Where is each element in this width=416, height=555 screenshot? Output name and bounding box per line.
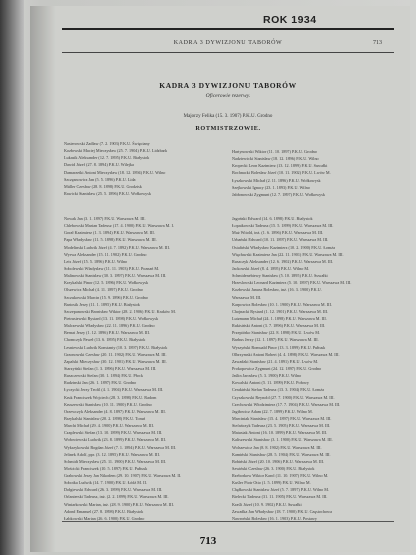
roster-entry: Karpowicz Bolesław (10. 1. 1900) P.K.U. Warszawa M. III. <box>232 301 332 307</box>
roster-entry: Leis Józef (15. 5. 1896) P.K.U. Wilno <box>64 258 128 264</box>
previous-page-edge <box>0 0 24 555</box>
roster-entry: Urbański Edward (10. 11. 1897) P.K.U. Warszawa M. III. <box>232 237 329 243</box>
page-number: 713 <box>199 535 217 547</box>
roster-entry: Jabłonowski Zygmunt (12. 7. 1897) P.K.U. Wołkowysk <box>232 191 325 197</box>
roster-entry: Kuśler Piotr Otto (1. 5. 1899) P.K.U. Wilno M. <box>232 480 311 486</box>
roster-entry: Szczukowski Marcin (15. 9. 1896) P.K.U. Grodno <box>64 294 148 300</box>
podporucznicy-right-column <box>232 215 394 522</box>
roster-entry: Kruk Franciszek Wojciech (28. 3. 1898) P.K.U. Radom <box>64 394 157 400</box>
section-heading-rotmistrzowie: ROTMISTRZOWIE. <box>195 125 261 132</box>
roster-entry: Ruszczyk Aleksander (12. 6. 1902) P.K.U. Warszawa M. III. <box>232 258 334 264</box>
roster-entry: Kruszewski Stanisław (10. 11. 1900) P.K.U. Grodno <box>64 401 152 407</box>
roster-entry: Muż Witold, inż. (1. 6. 1896) P.K.U. Warszawa M. III. <box>232 230 324 236</box>
roster-entry: Bartosik Jerzy (11. 1. 1895) P.K.U. Białystok <box>64 301 140 307</box>
roster-entry: Szczęsnowicz Jan (5. 5. 1896) P.K.U. Lida <box>64 176 136 182</box>
roster-entry: Marciniak Stanisław (15. 4. 1897) P.K.U. Warszawa M. III. <box>232 415 332 421</box>
roster-entry: Kaliszewski Stanisław (3. 1. 1900) P.K.U. Warszawa M. III. <box>232 437 333 443</box>
roster-entry: Brzykalski Stanisław (20. 2. 1898) P.K.U. Toruń <box>64 415 146 421</box>
roster-entry: Grabowski Jerzy Jan Nikodem (29. 10. 1907) P.K.U. Warszawa M. II. <box>64 473 182 479</box>
year-bookmark: ROK 1934 <box>263 14 317 26</box>
roster-entry: Starzyński Stefan (1. 3. 1896) P.K.U. Warszawa M. III. <box>64 365 157 371</box>
running-page-number: 713 <box>373 40 382 46</box>
roster-entry: Łabkowski Marian (26. 6. 1900) P.K.U. Grodno <box>64 515 145 521</box>
roster-entry: Dawid Józef (27. 8. 1894) P.K.U. Wilejka <box>64 162 134 168</box>
roster-entry: Nawroński Bolesław (16. 1. 1903) P.K.U. Postawy <box>232 515 318 521</box>
roster-entry: Schmidt Mieczysław (25. 11. 1900) P.K.U. Warszawa M. III. <box>64 458 167 464</box>
roster-entry: Lukasik Aleksander (12. 7. 1895) P.K.U. Białystok <box>64 155 150 161</box>
roster-entry: Ruszczewski Stefan (30. 1. 1894) P.K.U. Płock <box>64 373 143 379</box>
roster-entry: Barbus Jerzy (12. 1. 1897) P.K.U. Warszawa M. III. <box>232 337 319 343</box>
roster-entry: Rzeborkow Wiktor Karol (11. 10. 1907) P.K.U. Wilno M. <box>232 473 329 479</box>
roster-entry: Prokopowicz Zygmunt (24. 12. 1897) P.K.U. Grodno <box>232 365 322 371</box>
roster-entry: Hrzeslowski Leonard Kazimierz (5. 10. 1897) P.K.U. Warszawa M. III. <box>232 280 352 286</box>
roster-entry: Kozłowski Janusz Bolesław, inż. (16. 3. 1900) P.K.U. <box>232 287 322 293</box>
roster-entry: Bobiński Józef (20. 10. 1906) P.K.U. Warszawa M. III. <box>232 458 325 464</box>
roster-entry: Marchi Michał (29. 4. 1900) P.K.U. Warszawa M. III. <box>64 423 154 429</box>
roster-entry: Rawicki Stanisław (25. 5. 1896) P.K.U. Wołkowysk <box>64 190 151 196</box>
roster-entry: Chęłkowski Stanisław Józef (5. 7. 1897) P.K.U. Wilno M. <box>232 487 329 493</box>
roster-entry: Ostafiński Władysław Kazimierz (10. 2. 1900) P.K.U. Łomża <box>232 244 335 250</box>
roster-entry: Adond Emanuel (27. 8. 1898) P.K.U. Białystok <box>64 508 144 514</box>
roster-entry: Czaplewski Stefan (13. 10. 1899) P.K.U. Warszawa M. III. <box>64 430 163 436</box>
roster-entry: Zapalski Mieczysław (30. 12. 1901) P.K.U. Warszawa M. III. <box>64 358 167 364</box>
roster-entry: Jackowski Józef (8. 4. 1895) P.K.U. Wilno M. <box>232 265 310 271</box>
roster-entry: Lesniewski Ludwik Konstanty (10. 3. 1897) P.K.U. Białystok <box>64 344 168 350</box>
roster-entry: Nadziewicki Stanisław (18. 12. 1896) P.K.U. Wilno <box>232 156 319 162</box>
roster-entry: Wyrwa Aleksander (15. 11. 1902) P.K.U. Grodno <box>64 251 147 257</box>
roster-entry: Bernat Jerzy (1. 12. 1896) P.K.U. Warszawa M. III. <box>64 330 150 336</box>
roster-entry: Gorał Kazimierz (1. 3. 1894) P.K.U. Warszawa M. III. <box>64 230 155 236</box>
roster-entry: Przepiórko Stanisław (22. 8. 1898) P.K.U. Lwów M. <box>232 330 321 336</box>
roster-entry: Lutzmann Michał (24. 1. 1898) P.K.U. Warszawa M. III. <box>232 315 327 321</box>
roster-entry: Müller Czesław (28. 8. 1898) P.K.U. Grodzisk <box>64 183 142 189</box>
roster-entry: Kozłowski Maciej Mieczysław (25. 7. 1904) P.K.U. Lidzbark <box>64 148 168 154</box>
roster-entry: Więcławski Kazimierz Jan (22. 11. 1901) P.K.U. Warszawa M. III. <box>232 251 344 257</box>
roster-entry: Jagiłowicz Adam (22. 7. 1899) P.K.U. Wilno M. <box>232 408 313 414</box>
running-header <box>62 40 394 52</box>
roster-entry: Bielecki Tadeusz (31. 11. 1905) P.K.U. Warszawa M. III. <box>232 494 328 500</box>
running-title: KADRA 3 DYWIZJONU TABORÓW <box>173 40 283 46</box>
roster-entry: Nasierowski Zadław (7. 2. 1903) P.K.U. Święciany <box>64 141 150 146</box>
roster-entry: Modelinski Ludwik Józef (4. 7. 1892) P.K.U. Warszawa M. III. <box>64 244 170 250</box>
roster-entry: Matusiak Antoni (16. 10. 1899) P.K.U. Warszawa M. III. <box>232 430 328 436</box>
roster-entry: Wołowiewski Ludwik (23. 8. 1899) P.K.U. Warszawa M. III. <box>64 437 166 443</box>
rotmistrzowie-left-column <box>64 140 224 197</box>
roster-entry: Chlebowski Marian Tadeusz (17. 4. 1900) P.K.U. Warszawa M. I. <box>64 223 174 229</box>
roster-entry: Kraśli Józef (10. 9. 1902) P.K.U. Suwałki <box>232 501 302 507</box>
roster-entry: Zawadka Jan Władysław (18. 7. 1900) P.K.U. Częstochowa <box>232 508 332 514</box>
roster-entry: Bochnacki Bolesław Józef (10. 11. 1902) P.K.U. Lwów M. <box>232 170 331 176</box>
roster-entry: Krzykalski Pinor (12. 5. 1896) P.K.U. Wołkowysk <box>64 280 149 286</box>
roster-entry: Sobotka Ludwik (14. 7. 1900) P.K.U. Łódź M. II. <box>64 480 147 486</box>
roster-entry: Pietrusiewski Rysiard (13. 11. 1898) P.K.U. Wołkowysk <box>64 315 159 321</box>
major-entry: Majorzy Felika (15. 3. 1907) P.K.U. Grodno <box>183 114 273 119</box>
roster-entry: Jelinek Adolf, ppr. (3. 12. 1895) P.K.U. Warszawa M. III. <box>64 451 160 457</box>
roster-entry: Orzewczyk Aleksander (4. 8. 1897) P.K.U. Warszawa M. III. <box>64 408 166 414</box>
roster-entry: Olbrzymski Antoni Robert (4. 4. 1898) P.K.U. Warszawa M. III. <box>232 351 340 357</box>
roster-entry: Mościcki Franciszek (10. 5. 1897) P.K.U. Pułtusk <box>64 465 148 471</box>
roster-entry: Łyczycki Jerzy Teofil (4. 1. 1904) P.K.U. Warszawa M. III. <box>64 387 164 393</box>
document-title: KADRA 3 DYWIZJONU TABORÓW <box>159 81 297 90</box>
roster-entry: Olszewicz Michał (4. 11. 1897) P.K.U. Grodno <box>64 287 143 293</box>
roster-entry: Szczepanowski Bronisław Wiktor (28. 2. 1906) P.K.U. Kraków M. <box>64 308 176 314</box>
roster-entry: Sobolewski Władysław (11. 11. 1903) P.K.U. Poznań M. <box>64 265 160 271</box>
roster-entry: Dołgiewski Edward (26. 3. 1899) P.K.U. Warszawa M. III. <box>64 487 163 493</box>
roster-entry: Malinowski Stanisław (30. 3. 1897) P.K.U. Warszawa M. III. <box>64 273 167 279</box>
roster-entry: Szejkowski Ignacy (23. 1. 1893) P.K.U. Wilno <box>232 184 310 190</box>
roster-entry: Wyszyński Romuald Pinor (13. 3. 1899) P.K.U. Pułtusk <box>232 344 326 350</box>
roster-entry: Papa Władysław (11. 5. 1898) P.K.U. Warszawa M. III. <box>64 237 157 243</box>
roster-entry: Nowak Jan (3. 1. 1897) P.K.U. Warszawa M. III. <box>64 216 146 221</box>
roster-entry: Kowalski Antoni (5. 11. 1899) P.K.U. Połowy <box>232 380 309 386</box>
roster-entry: Jaślin Jarosław (5. 3. 1900) P.K.U. Wilno <box>232 373 302 379</box>
roster-entry: Grzonowski Czesław (20. 11. 1902) P.K.U. Warszawa M. III. <box>64 351 167 357</box>
roster-entry: Jagoński Edward (14. 6. 1898) P.K.U. Białystok <box>232 216 313 221</box>
podporucznicy-left-column <box>64 215 229 522</box>
header-rule <box>62 52 394 53</box>
roster-entry: Cerakiński Stefan Tadeusz (13. 3. 1904) P.K.U. Łomża <box>232 387 324 393</box>
roster-entry: Łyszkowski Michał (2. 11. 1896) P.K.U. Wołkowysk <box>232 177 321 183</box>
roster-entry: Wykrzykowski Bogdan Józef (7. 1. 1894) P.K.U. Warszawa M. III. <box>64 444 177 450</box>
footer-rule <box>62 521 394 522</box>
roster-entry: Chomczyk Paweł (13. 6. 1895) P.K.U. Białystok <box>64 337 146 343</box>
roster-entry: Rukisiński Antoni (3. 7. 1896) P.K.U. Warszawa M. III. <box>232 323 326 329</box>
roster-entry: Orlanierski Tadeusz, inż. (2. 2. 1899) P.K.U. Warszawa M. III. <box>64 494 169 500</box>
roster-entry: Hartynowski Wiktor (11. 10. 1897) P.K.U. Grodno <box>232 149 317 154</box>
roster-entry: Czyszkowski Reynold (27. 7. 1900) P.K.U. Warszawa M. III. <box>232 394 335 400</box>
roster-entry: Warszawa M. III. <box>232 294 262 300</box>
rotmistrzowie-right-column <box>232 148 392 198</box>
roster-entry: Kamiński Stanisław (28. 5. 1904) P.K.U. Warszawa M. III. <box>232 451 331 457</box>
roster-entry: Rudzinski Jan (26. 1. 1897) P.K.U. Grodno <box>64 380 137 386</box>
top-rule <box>62 28 394 30</box>
roster-entry: Stefańczyk Tadeusz (23. 5. 1905) P.K.U. Warszawa M. III. <box>232 423 331 429</box>
roster-entry: Kropecki Leon Kazimierz (13. 12. 1899) P.K.U. Suwałki <box>232 163 328 169</box>
roster-entry: Schmidenebiewy Stanisław (5. 10. 1895) P.K.U. Suwałki <box>232 273 328 279</box>
roster-entry: Winiarkowski Marian, inż. (28. 9. 1900) P.K.U. Warszawa M. III. <box>64 501 174 507</box>
roster-entry: Malczewski Władysław (22. 11. 1896) P.K.U. Grodno <box>64 323 155 329</box>
roster-entry: Chojnacki Rysiard (1. 12. 1901) P.K.U. Warszawa M. III. <box>232 308 329 314</box>
roster-entry: Szwiński Czesław (26. 3. 1900) P.K.U. Białystok <box>232 465 315 471</box>
roster-entry: Damarzetki Antoni Mieczysław (18. 12. 1894) P.K.U. Wilno <box>64 169 166 175</box>
roster-entry: Łopatkowski Tadeusz (15. 5. 1899) P.K.U. Warszawa M. III. <box>232 223 334 229</box>
document-subtitle: Oficerowie rezerwy. <box>205 93 251 99</box>
roster-entry: Czechowski Włodzimierz (17. 7. 1904) P.K.U. Warszawa M. III. <box>232 401 341 407</box>
roster-entry: Wolszewicz Jan (8. 8. 1902) P.K.U. Warszawa M. III. <box>232 444 322 450</box>
roster-entry: Zawadzki Stanisław (21. 4. 1891) P.K.U. Lwów M. <box>232 358 319 364</box>
